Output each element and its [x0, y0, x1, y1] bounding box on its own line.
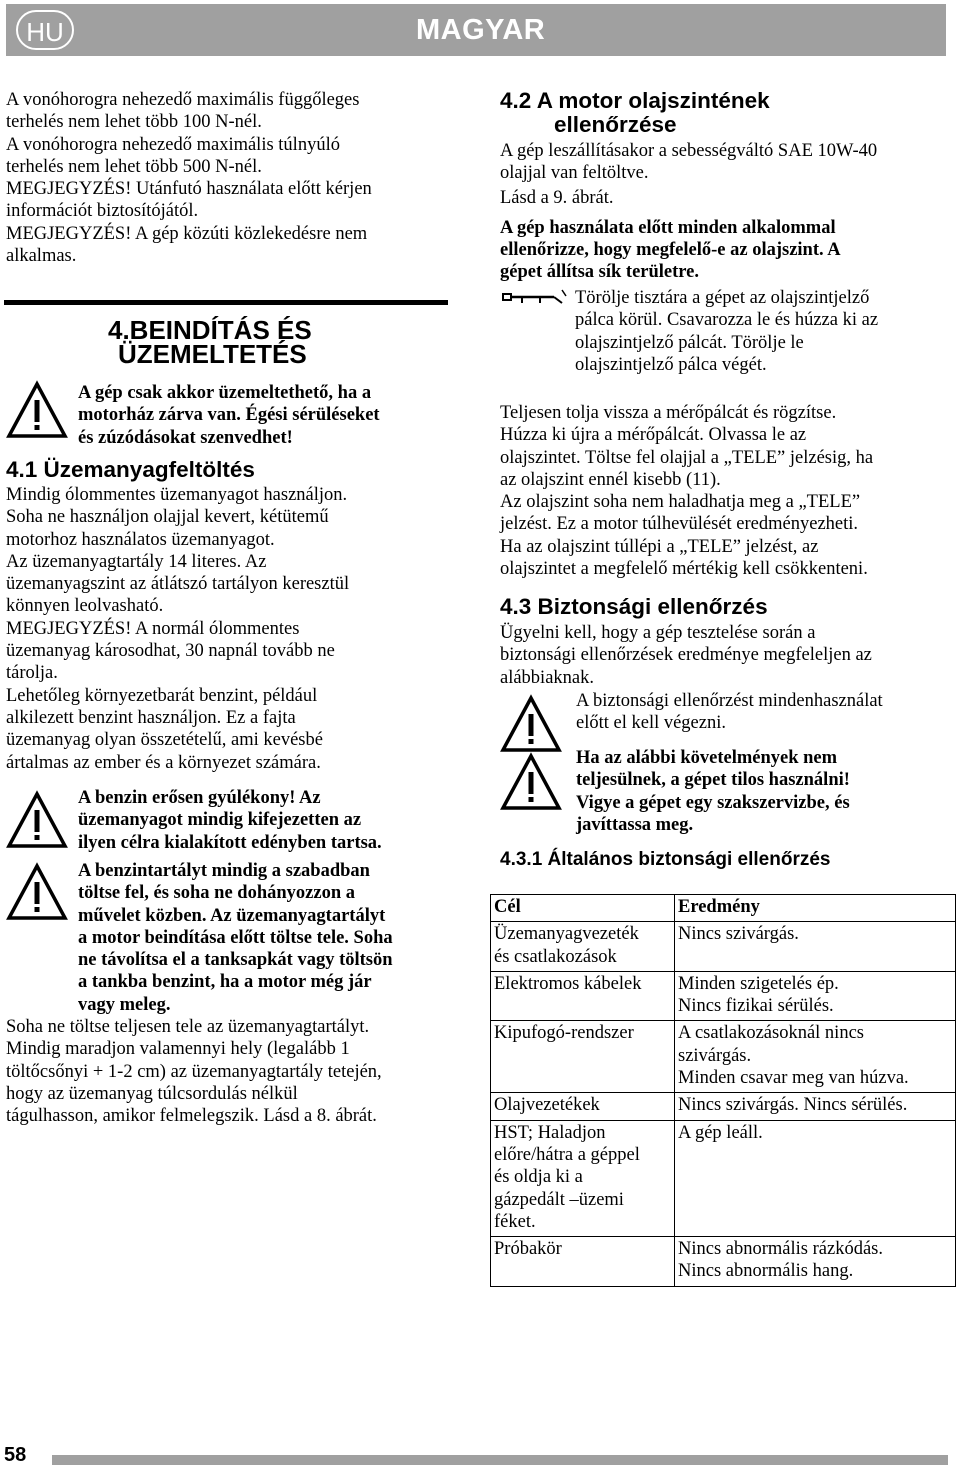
- result-cell: [675, 922, 956, 972]
- text-line: Ügyelni kell, hogy a gép tesztelése során a: [500, 623, 816, 643]
- text-line: ne távolítsa el a tanksapkát vagy töltsön: [78, 950, 393, 971]
- text-line: töltse fel, és soha ne dohányozzon a: [78, 883, 355, 904]
- text-line: jelzést. Ez a motor túlhevülését eredményezheti.: [500, 514, 859, 535]
- text-line: olajszintjelző pálcát. Törölje le: [575, 332, 804, 353]
- text-line: A gép csak akkor üzemeltethető, ha a: [78, 383, 372, 403]
- warning-triangle-icon: [500, 694, 562, 754]
- text-line: Vigye a gépet egy szakszervizbe, és: [576, 792, 850, 813]
- cell-line: gázpedált –üzemi: [494, 1189, 624, 1210]
- text-line: Mindig ólommentes üzemanyagot használjon.: [6, 485, 348, 505]
- oil-text: [500, 402, 955, 580]
- cell-line: Nincs szivárgás.: [678, 924, 799, 945]
- chapter-title: ÜZEMELTETÉS: [118, 339, 307, 369]
- warning-text: [78, 860, 448, 1016]
- text-line: információt biztosítójától.: [6, 201, 199, 222]
- section-heading: 4.3 Biztonsági ellenőrzés: [500, 594, 768, 619]
- text-line: terhelés nem lehet több 500 N-nél.: [6, 156, 262, 177]
- text-line: A benzintartályt mindig a szabadban: [78, 861, 370, 881]
- result-cell: [675, 1120, 956, 1236]
- cell-line: Olajvezetékek: [494, 1095, 600, 1116]
- text-line: gépet állítsa sík területre.: [500, 262, 700, 283]
- goal-cell: [491, 1237, 675, 1287]
- text-line: pálca körül. Csavarozza le és húzza ki az: [575, 310, 879, 331]
- table-header-row: [491, 895, 956, 922]
- text-line: olajszintjelző pálca végét.: [575, 354, 767, 375]
- text-line: Lehetőleg környezetbarát benzint, például: [6, 685, 318, 706]
- text-line: ilyen célra kialakított edényben tartsa.: [78, 832, 382, 853]
- text-line: tárolja.: [6, 663, 58, 684]
- goal-cell: [491, 922, 675, 972]
- text-line: biztonsági ellenőrzések eredménye megfeleljen az: [500, 645, 872, 666]
- text-line: motorház zárva van. Égési sérüléseket: [78, 405, 380, 426]
- table-row: [491, 1021, 956, 1093]
- safety-text: [500, 622, 955, 689]
- left-intro: [6, 89, 446, 267]
- text-line: alkalmas.: [6, 246, 77, 267]
- page-number: 58: [4, 1444, 27, 1466]
- goal-cell: [491, 971, 675, 1021]
- warning-triangle-icon: [6, 380, 68, 440]
- text-line: A vonóhorogra nehezedő maximális függőleges: [6, 90, 360, 110]
- cell-line: Nincs abnormális rázkódás.: [678, 1239, 883, 1260]
- text-line: Mindig maradjon valamennyi hely (legalább 1: [6, 1039, 350, 1060]
- warning-triangle-icon: [500, 752, 562, 812]
- cell-line: Nincs abnormális hang.: [678, 1261, 854, 1282]
- text-line: vagy meleg.: [78, 994, 171, 1015]
- text-line: Soha ne használjon olajjal kevert, kétütemű: [6, 507, 329, 528]
- goal-cell: [491, 1120, 675, 1236]
- cell-line: és csatlakozások: [494, 946, 617, 967]
- warning-text: [576, 690, 956, 735]
- text-line: üzemanyagot mindig kifejezetten az: [78, 810, 362, 831]
- cell-line: Nincs fizikai sérülés.: [678, 996, 834, 1017]
- text-line: az olajszint ennél kisebb (11).: [500, 469, 721, 490]
- text-line: Az üzemanyagtartály 14 literes. Az: [6, 551, 267, 572]
- text-line: MEGJEGYZÉS! A normál ólommentes: [6, 618, 300, 639]
- chapter-title: 4.BEINDÍTÁS ÉS: [108, 315, 312, 345]
- cell-line: féket.: [494, 1211, 536, 1232]
- text-line: A vonóhorogra nehezedő maximális túlnyúló: [6, 134, 340, 155]
- text-line: alábbiaknak.: [500, 667, 594, 688]
- result-cell: [675, 1021, 956, 1093]
- table-row: [491, 971, 956, 1021]
- text-line: Lásd a 9. ábrát.: [500, 187, 614, 208]
- text-line: a motor beindítása előtt töltse tele. Soha: [78, 927, 393, 948]
- cell-line: szivárgás.: [678, 1045, 752, 1066]
- text-line: teljesülnek, a gépet tilos használni!: [576, 770, 850, 791]
- text-line: javíttassa meg.: [576, 814, 694, 835]
- warning-text: [576, 747, 956, 836]
- cell-line: előre/hátra a géppel: [494, 1144, 640, 1165]
- cell-line: Nincs szivárgás. Nincs sérülés.: [678, 1095, 908, 1116]
- text-line: terhelés nem lehet több 100 N-nél.: [6, 112, 262, 133]
- text-line: A gép leszállításakor a sebességváltó SAE 10W-40: [500, 141, 878, 161]
- warning-triangle-icon: [6, 862, 68, 922]
- text-line: és zúzódásokat szenvedhet!: [78, 427, 293, 448]
- text-line: olajjal van feltöltve.: [500, 163, 649, 184]
- text-line: alkilezett benzint használjon. Ez a fajta: [6, 707, 296, 728]
- cell-line: Üzemanyagvezeték: [494, 924, 639, 945]
- subsection-heading: 4.3.1 Általános biztonsági ellenőrzés: [500, 849, 831, 870]
- text-line: A biztonsági ellenőrzést mindenhasználat: [576, 691, 883, 711]
- result-cell: [675, 1093, 956, 1120]
- text-line: töltőcsőnyi + 1-2 cm) az üzemanyagtartály tetején,: [6, 1061, 382, 1082]
- text-line: MEGJEGYZÉS! A gép közúti közlekedésre nem: [6, 223, 368, 244]
- text-line: előtt el kell végezni.: [576, 713, 726, 734]
- warning-text: [78, 382, 448, 449]
- text-line: MEGJEGYZÉS! Utánfutó használata előtt kérjen: [6, 179, 372, 200]
- result-cell: [675, 1237, 956, 1287]
- text-line: ártalmas az ember és a környezet számára.: [6, 752, 321, 773]
- fuel-text: [6, 484, 446, 774]
- text-line: Ha az olajszint túllépi a „TELE” jelzést, az: [500, 536, 819, 557]
- text-line: könnyen leolvasható.: [6, 596, 164, 617]
- page-header: [6, 4, 946, 56]
- section-heading: 4.2 A motor olajszintének: [500, 88, 770, 113]
- cell-line: Kipufogó-rendszer: [494, 1023, 634, 1044]
- text-line: olajszintet a megfelelő mértékig kell csökkenteni.: [500, 559, 868, 580]
- footer-bar: [52, 1455, 948, 1465]
- warning-text: [78, 787, 448, 854]
- warning-triangle-icon: [6, 790, 68, 850]
- cell-line: Minden csavar meg van húzva.: [678, 1068, 909, 1089]
- text-line: olajszintet. Töltse fel olajjal a „TELE” jelzésig, ha: [500, 447, 874, 468]
- cell-line: A gép leáll.: [678, 1122, 763, 1143]
- text-line: ellenőrizze, hogy megfelelő-e az olajszint. A: [500, 240, 841, 261]
- text-line: Soha ne töltse teljesen tele az üzemanyagtartályt.: [6, 1017, 370, 1037]
- safety-check-table: [490, 894, 956, 1287]
- cell-line: HST; Haladjon: [494, 1122, 606, 1143]
- result-cell: [675, 971, 956, 1021]
- text-line: hogy az üzemanyag túlcsordulás nélkül: [6, 1083, 298, 1104]
- table-row: [491, 922, 956, 972]
- column-header-result: Eredmény: [675, 895, 956, 922]
- text-line: Ha az alábbi követelmények nem: [576, 748, 838, 768]
- table-row: [491, 1237, 956, 1287]
- text-line: művelet közben. Az üzemanyagtartályt: [78, 905, 386, 926]
- dipstick-text: [575, 287, 955, 376]
- text-line: motorhoz használatos üzemanyagot.: [6, 529, 275, 550]
- section-heading: 4.1 Üzemanyagfeltöltés: [6, 457, 255, 482]
- chapter-rule: [4, 300, 448, 305]
- table-row: [491, 1120, 956, 1236]
- text-line: Az olajszint soha nem haladhatja meg a „TELE”: [500, 492, 861, 513]
- text-line: Húzza ki újra a mérőpálcát. Olvassa le az: [500, 425, 807, 446]
- cell-line: Minden szigetelés ép.: [678, 973, 839, 994]
- text-line: tágulhasson, amikor felmelegszik. Lásd a 8. ábrát.: [6, 1106, 377, 1127]
- goal-cell: [491, 1021, 675, 1093]
- cell-line: és oldja ki a: [494, 1167, 583, 1188]
- oil-intro: [500, 140, 950, 284]
- section-heading: ellenőrzése: [554, 112, 677, 137]
- text-line: üzemanyag károsodhat, 30 napnál tovább ne: [6, 641, 335, 662]
- language-title: MAGYAR: [416, 14, 546, 46]
- text-line: A benzin erősen gyúlékony! Az: [78, 788, 321, 808]
- cell-line: A csatlakozásoknál nincs: [678, 1023, 864, 1044]
- goal-cell: [491, 1093, 675, 1120]
- text-line: A gép használata előtt minden alkalommal: [500, 217, 836, 238]
- fill-text: [6, 1016, 450, 1127]
- text-line: üzemanyagszint az átlátszó tartályon keresztül: [6, 574, 350, 595]
- text-line: Törölje tisztára a gépet az olajszintjelző: [575, 288, 870, 308]
- column-header-goal: Cél: [491, 895, 675, 922]
- table-row: [491, 1093, 956, 1120]
- text-line: a tankba benzint, ha a motor még jár: [78, 972, 372, 993]
- text-line: Teljesen tolja vissza a mérőpálcát és rögzítse.: [500, 403, 837, 423]
- text-line: üzemanyag olyan összetételű, ami kevésbé: [6, 730, 323, 751]
- cell-line: Próbakör: [494, 1239, 562, 1260]
- cell-line: Elektromos kábelek: [494, 973, 642, 994]
- language-badge: HU: [16, 10, 74, 50]
- dipstick-icon: [500, 286, 568, 310]
